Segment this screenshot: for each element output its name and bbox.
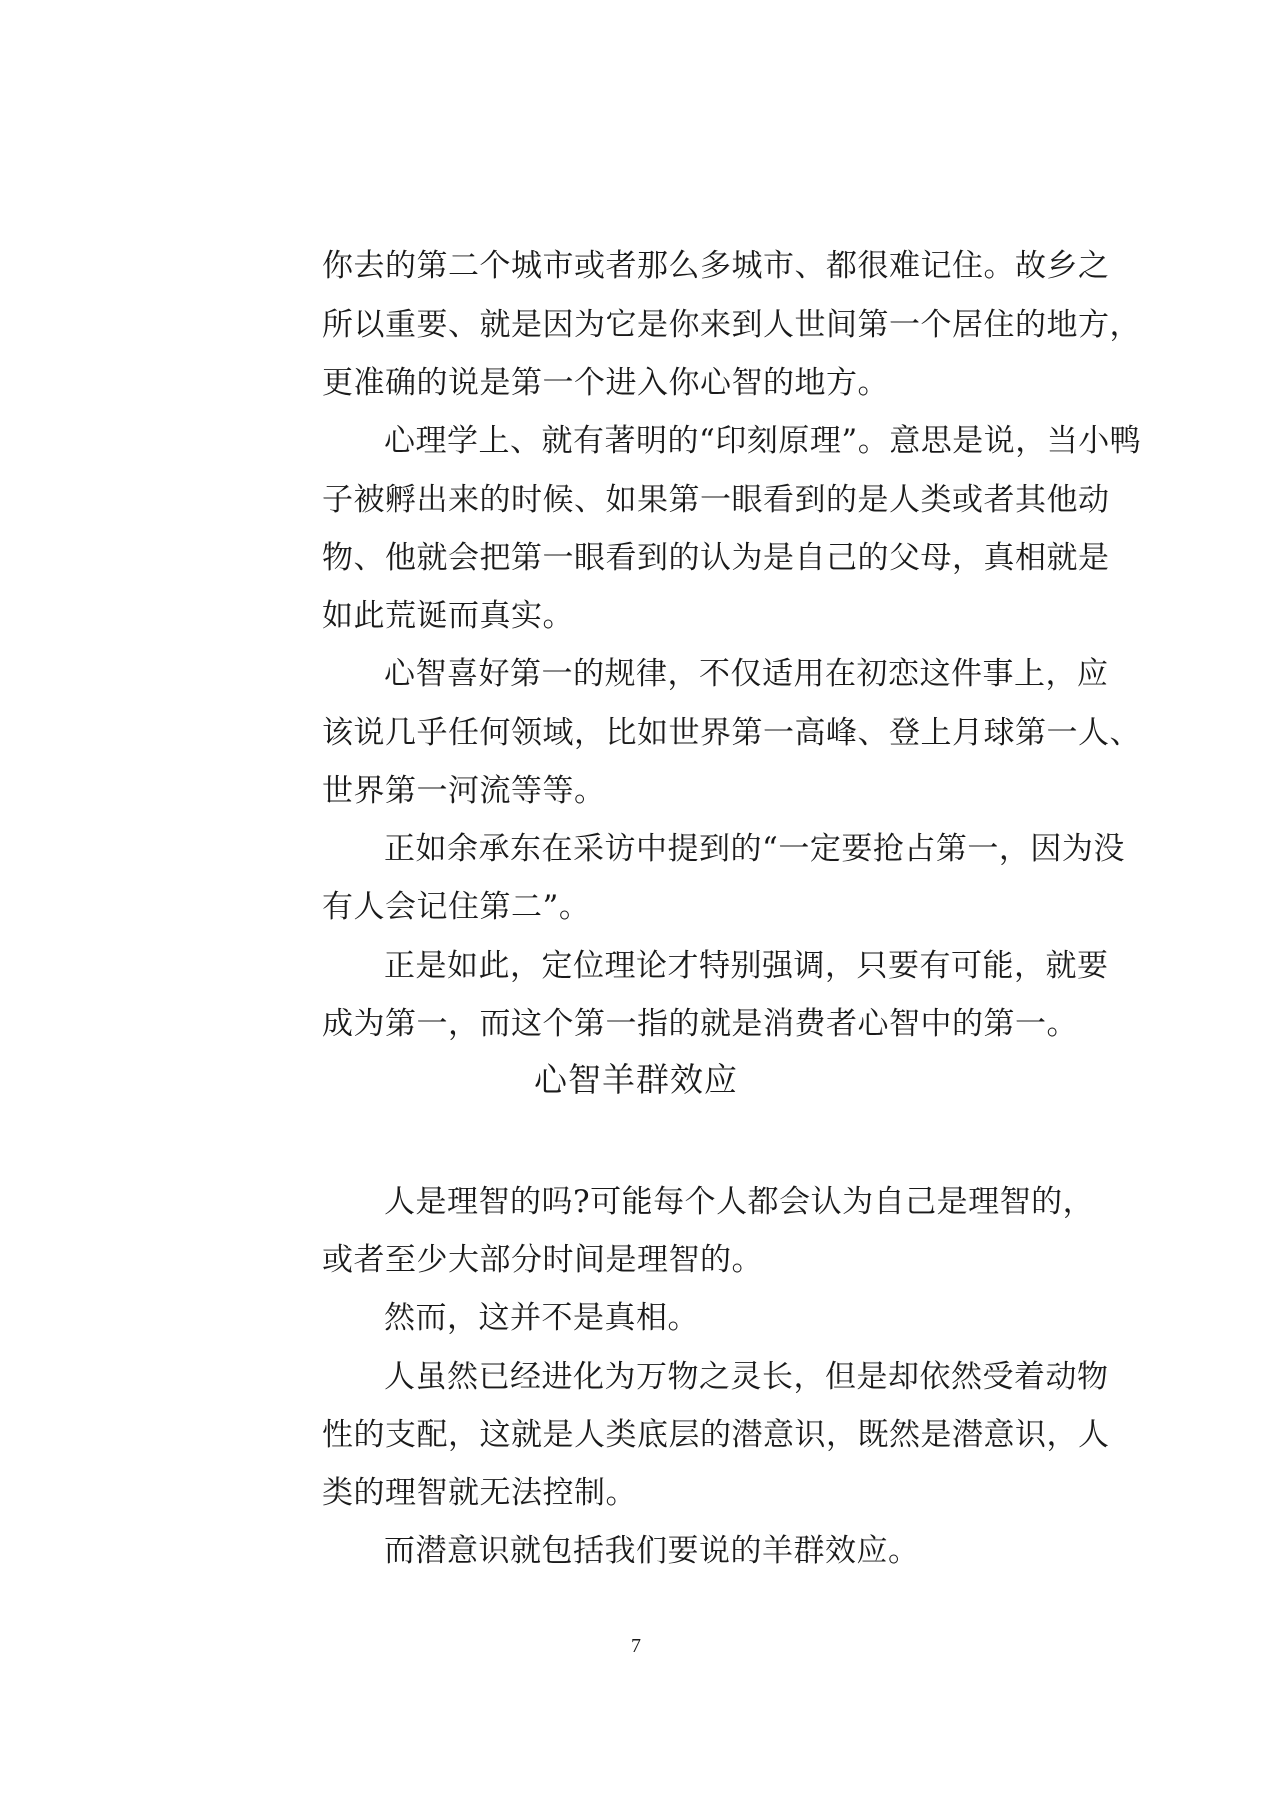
paragraph-line: 心理学上、就有著明的“印刻原理”。意思是说，当小鸭 <box>384 423 1142 459</box>
section-heading: 心智羊群效应 <box>534 1060 738 1099</box>
paragraph-line: 正是如此，定位理论才特别强调，只要有可能，就要 <box>384 948 1109 984</box>
paragraph-line: 或者至少大部分时间是理智的。 <box>322 1242 763 1278</box>
paragraph-line: 正如余承东在采访中提到的“一定要抢占第一，因为没 <box>384 831 1125 867</box>
paragraph-line: 成为第一，而这个第一指的就是消费者心智中的第一。 <box>322 1006 1078 1042</box>
paragraph-line: 更准确的说是第一个进入你心智的地方。 <box>322 365 889 401</box>
paragraph-line: 类的理智就无法控制。 <box>322 1475 637 1511</box>
paragraph-line: 而潜意识就包括我们要说的羊群效应。 <box>384 1533 920 1569</box>
paragraph-line: 性的支配，这就是人类底层的潜意识，既然是潜意识，人 <box>322 1417 1110 1453</box>
paragraph-line: 如此荒诞而真实。 <box>322 598 574 634</box>
paragraph-line: 世界第一河流等等。 <box>322 773 606 809</box>
page-number: 7 <box>631 1635 641 1657</box>
paragraph-line: 物、他就会把第一眼看到的认为是自己的父母，真相就是 <box>322 540 1110 576</box>
paragraph-line: 你去的第二个城市或者那么多城市、都很难记住。故乡之 <box>322 248 1110 284</box>
paragraph-line: 人是理智的吗?可能每个人都会认为自己是理智的， <box>384 1184 1095 1220</box>
paragraph-line: 心智喜好第一的规律，不仅适用在初恋这件事上，应 <box>384 656 1109 692</box>
paragraph-line: 有人会记住第二”。 <box>322 889 591 925</box>
paragraph-line: 子被孵出来的时候、如果第一眼看到的是人类或者其他动 <box>322 482 1110 518</box>
paragraph-line: 然而，这并不是真相。 <box>384 1300 699 1336</box>
paragraph-line: 人虽然已经进化为万物之灵长，但是却依然受着动物 <box>384 1359 1109 1395</box>
paragraph-line: 该说几乎任何领域，比如世界第一高峰、登上月球第一人、 <box>322 715 1141 751</box>
paragraph-line: 所以重要、就是因为它是你来到人世间第一个居住的地方， <box>322 307 1141 343</box>
